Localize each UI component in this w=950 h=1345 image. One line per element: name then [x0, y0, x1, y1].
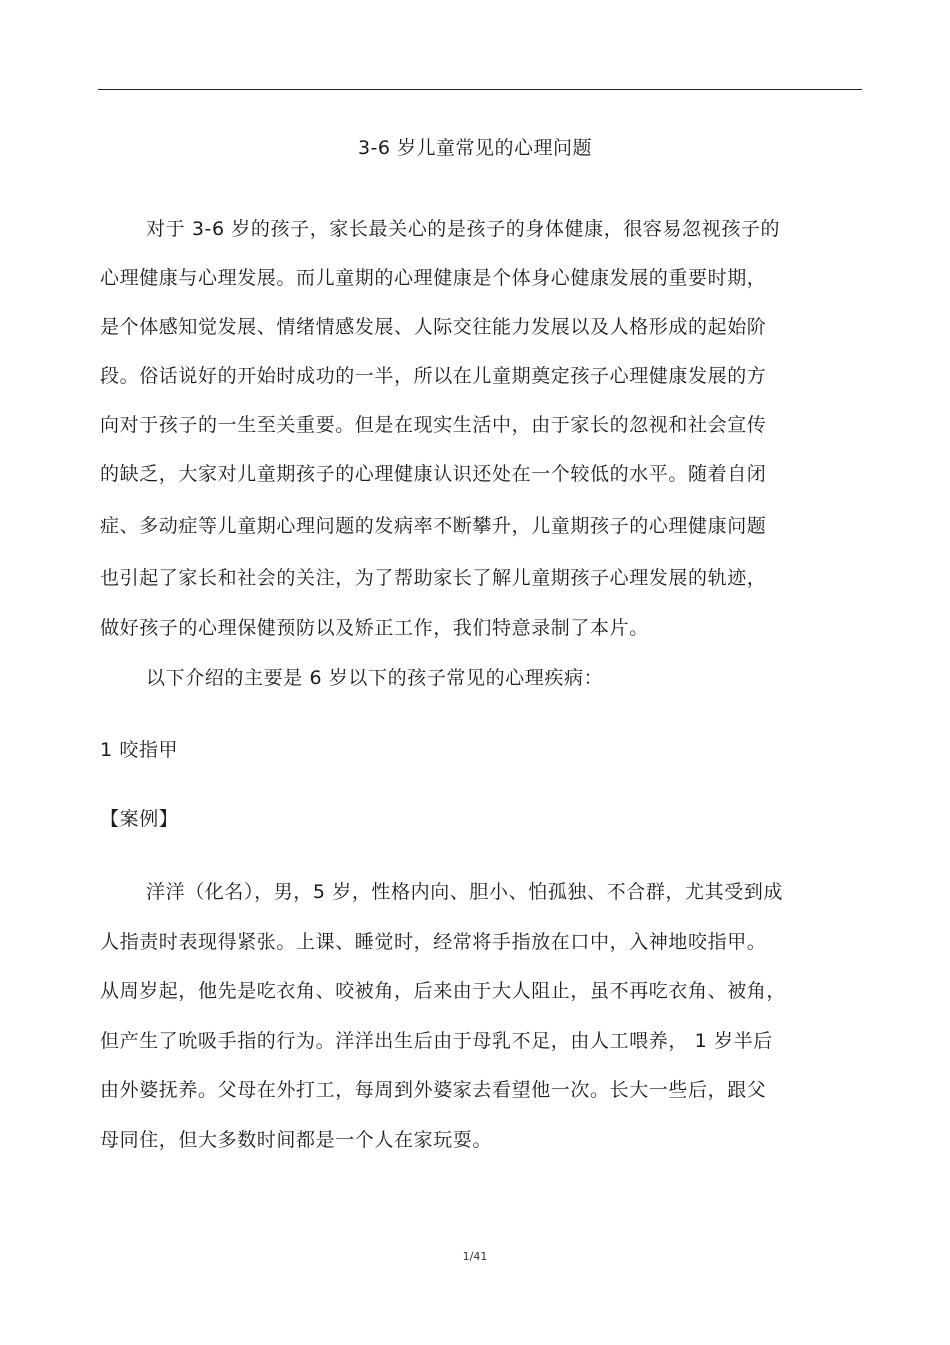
case-line: 从周岁起，他先是吃衣角、咬被角，后来由于大人阻止，虽不再吃衣角、被角，	[100, 980, 787, 1002]
header-rule	[98, 89, 862, 90]
intro-line: 症、多动症等儿童期心理问题的发病率不断攀升，儿童期孩子的心理健康问题	[100, 515, 767, 537]
case-line: 但产生了吮吸手指的行为。洋洋出生后由于母乳不足，由人工喂养， 1 岁半后	[100, 1030, 773, 1052]
case-label: 【案例】	[100, 808, 179, 830]
page-number: 1/41	[462, 1250, 488, 1263]
section-heading: 1 咬指甲	[100, 739, 179, 761]
case-line: 由外婆抚养。父母在外打工，每周到外婆家去看望他一次。长大一些后，跟父	[100, 1079, 767, 1101]
page-title: 3-6 岁儿童常见的心理问题	[357, 137, 593, 159]
case-line: 人指责时表现得紧张。上课、睡觉时，经常将手指放在口中，入神地咬指甲。	[100, 931, 767, 953]
case-line: 母同住，但大多数时间都是一个人在家玩耍。	[100, 1129, 493, 1151]
intro-line: 也引起了家长和社会的关注，为了帮助家长了解儿童期孩子心理发展的轨迹，	[100, 567, 767, 589]
intro-line: 是个体感知觉发展、情绪情感发展、人际交往能力发展以及人格形成的起始阶	[100, 316, 767, 338]
intro-line: 心理健康与心理发展。而儿童期的心理健康是个体身心健康发展的重要时期，	[100, 267, 767, 289]
intro-line: 的缺乏，大家对儿童期孩子的心理健康认识还处在一个较低的水平。随着自闭	[100, 463, 767, 485]
intro-line: 做好孩子的心理保健预防以及矫正工作，我们特意录制了本片。	[100, 617, 649, 639]
lead-line: 以下介绍的主要是 6 岁以下的孩子常见的心理疾病：	[146, 667, 604, 689]
intro-line: 段。俗话说好的开始时成功的一半，所以在儿童期奠定孩子心理健康发展的方	[100, 365, 767, 387]
intro-line: 对于 3-6 岁的孩子，家长最关心的是孩子的身体健康，很容易忽视孩子的	[146, 218, 781, 240]
intro-line: 向对于孩子的一生至关重要。但是在现实生活中，由于家长的忽视和社会宣传	[100, 414, 767, 436]
case-line: 洋洋（化名），男，5 岁，性格内向、胆小、怕孤独、不合群，尤其受到成	[146, 881, 784, 903]
